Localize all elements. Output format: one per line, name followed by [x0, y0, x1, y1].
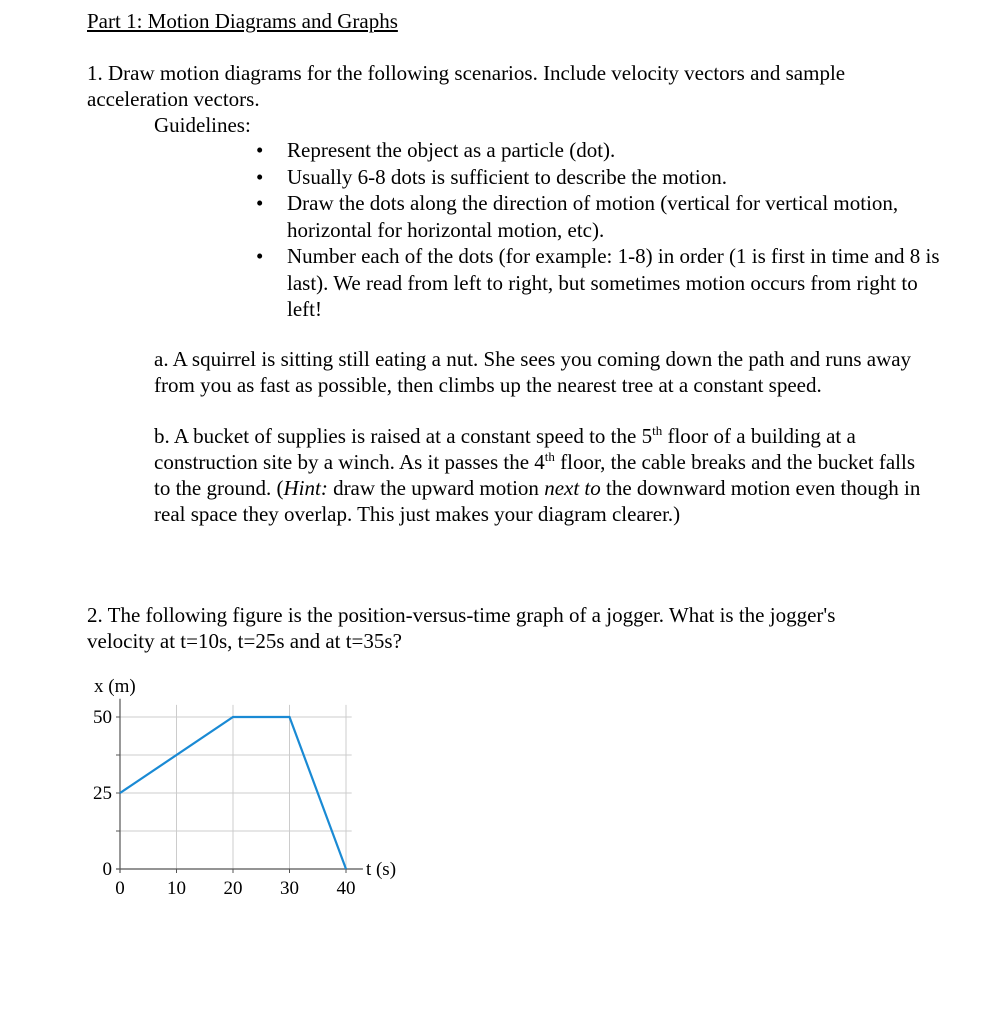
x-tick-label: 10	[167, 878, 186, 899]
x-tick-label: 0	[115, 878, 125, 899]
y-tick-label: 25	[93, 783, 112, 804]
b-text: floor of a building at a construction site by a winch. As it passes the 4	[154, 424, 856, 474]
y-tick-label: 50	[93, 707, 112, 728]
guideline-item: • Represent the object as a particle (dot).	[250, 137, 947, 164]
b-sup: th	[652, 423, 663, 438]
b-hint: Hint:	[283, 476, 328, 500]
guideline-item: • Number each of the dots (for example: 1-8) in order (1 is first in time and 8 is last). We read from left to right, but sometimes motion occurs from right to left!	[250, 243, 947, 323]
guidelines-label: Guidelines:	[154, 113, 251, 137]
b-sup: th	[544, 449, 555, 464]
x-tick-label: 20	[223, 878, 243, 899]
q2-text: 2. The following figure is the position-versus-time graph of a jogger. What is the jogger's velocity at t=10s, t=25s and at t=35s?	[87, 603, 836, 653]
b-text: b. A bucket of supplies is raised at a constant speed to the 5	[154, 424, 653, 448]
guideline-item: • Usually 6-8 dots is sufficient to describe the motion.	[250, 164, 947, 191]
b-text: floor, the cable breaks and the bucket falls to the ground. (	[154, 450, 916, 500]
x-tick-label: 30	[280, 878, 299, 899]
q1-line2: acceleration vectors.	[87, 87, 260, 111]
b-next-to: next to	[544, 476, 601, 500]
b-text: draw the upward motion	[327, 476, 545, 500]
x-axis-label: t (s)	[365, 859, 397, 880]
b-text: the downward motion even though in real space they overlap. This just makes your diagram clearer.)	[154, 476, 921, 526]
x-tick-label: 40	[336, 878, 356, 899]
scenario-a: a. A squirrel is sitting still eating a nut. She sees you coming down the path and runs away from you as fast as possible, then climbs up the nearest tree at a constant speed.	[154, 347, 912, 397]
y-axis-label: x (m)	[94, 675, 136, 697]
y-tick-label: 0	[102, 859, 112, 880]
page-title: Part 1: Motion Diagrams and Graphs	[87, 9, 398, 33]
q1-line1: 1. Draw motion diagrams for the following scenarios. Include velocity vectors and sample	[87, 61, 846, 85]
guideline-item: • Draw the dots along the direction of motion (vertical for vertical motion, horizontal for horizontal motion, etc).	[250, 190, 947, 243]
